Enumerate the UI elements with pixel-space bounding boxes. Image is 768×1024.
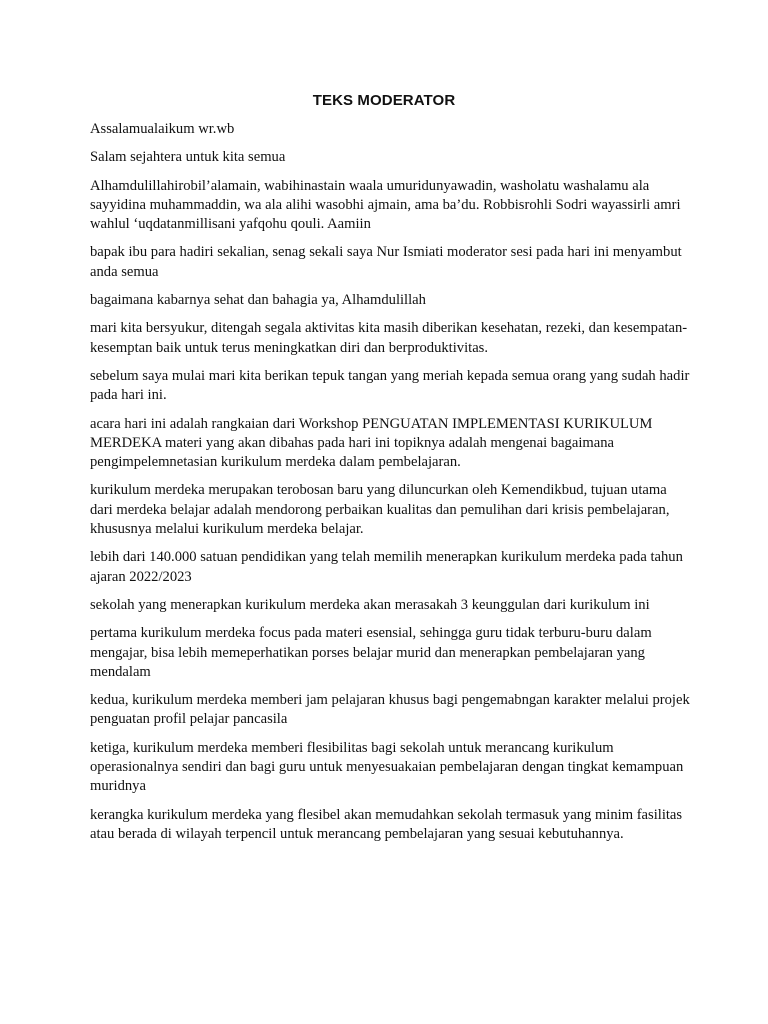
- paragraph-curriculum-intro: kurikulum merdeka merupakan terobosan baru yang diluncurkan oleh Kemendikbud, tujuan utama dari merdeka belajar adalah mendorong perbaikan kualitas dan pemulihan dari krisis pembelajaran, khususnya melalui kurikulum merdeka belajar.: [90, 482, 670, 538]
- paragraph-gratitude: mari kita bersyukur, ditengah segala aktivitas kita masih diberikan kesehatan, rezeki, dan kesempatan-kesemptan baik untuk terus meningkatkan diri dan berproduktivitas.: [90, 320, 688, 356]
- paragraph-introduction: bapak ibu para hadiri sekalian, senag sekali saya Nur Ismiati moderator sesi pada hari ini menyambut anda semua: [90, 244, 682, 280]
- paragraph-wellbeing: bagaimana kabarnya sehat dan bahagia ya, Alhamdulillah: [90, 292, 426, 309]
- paragraph-first-advantage: pertama kurikulum merdeka focus pada materi esensial, sehingga guru tidak terburu-buru dalam mengajar, bisa lebih memeperhatikan porses belajar murid dan menerapkan pembelajaran yang mendalam: [90, 625, 652, 680]
- paragraph-event: acara hari ini adalah rangkaian dari Workshop PENGUATAN IMPLEMENTASI KURIKULUM MERDEKA materi yang akan dibahas pada hari ini topiknya adalah mengenai bagaimana pengimpelemnetasian kurikulum merdeka dalam pembelajaran.: [90, 415, 653, 471]
- paragraph-opening-prayer: Alhamdulillahirobil’alamain, wabihinastain waala umuridunyawadin, washolatu washalamu ala sayyidina muhammaddin, wa ala alihi wasobhi ajmain, ama ba’du. Robbisrohli Sodri wayassirli amri wahlul ‘uqdatanmillisani yafqohu qouli. Aamiin: [90, 177, 681, 233]
- paragraph-applause: sebelum saya mulai mari kita berikan tepuk tangan yang meriah kepada semua orang yang sudah hadir pada hari ini.: [90, 367, 690, 404]
- document-body: [90, 120, 690, 853]
- paragraph-framework: kerangka kurikulum merdeka yang flesibel akan memudahkan sekolah termasuk yang minim fasilitas atau berada di wilayah terpencil untuk merancang pembelajaran yang sesuai kebutuhannya.: [90, 806, 683, 842]
- paragraph-greeting: Assalamualaikum wr.wb: [90, 121, 235, 137]
- paragraph-second-advantage: kedua, kurikulum merdeka memberi jam pelajaran khusus bagi pengemabngan karakter melalui projek penguatan profil pelajar pancasila: [90, 692, 690, 728]
- paragraph-salutation: Salam sejahtera untuk kita semua: [90, 149, 286, 166]
- paragraph-third-advantage: ketiga, kurikulum merdeka memberi flesibilitas bagi sekolah untuk merancang kurikulum operasionalnya sendiri dan bagi guru untuk menyesuakaian pembelajaran dengan tingkat kemampuan muridnya: [90, 739, 684, 795]
- paragraph-advantages: sekolah yang menerapkan kurikulum merdeka akan merasakah 3 keunggulan dari kurikulum ini: [90, 596, 650, 613]
- document-title: TEKS MODERATOR: [312, 92, 456, 109]
- paragraph-statistics: lebih dari 140.000 satuan pendidikan yang telah memilih menerapkan kurikulum merdeka pada tahun ajaran 2022/2023: [90, 549, 683, 585]
